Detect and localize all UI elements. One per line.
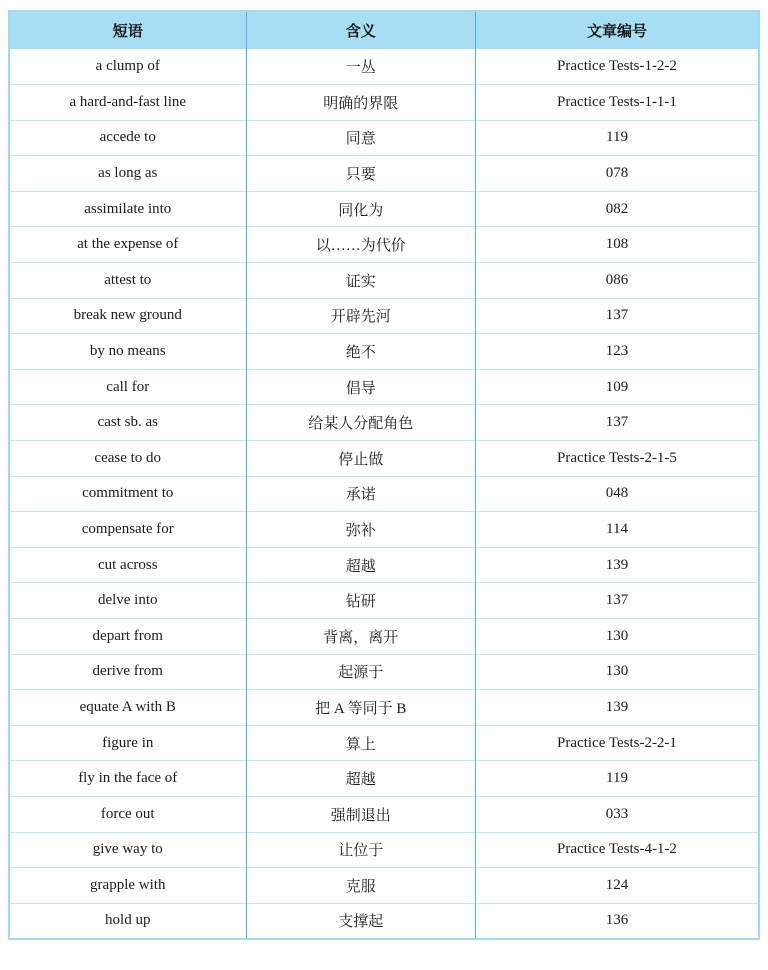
meaning-cell: 停止做	[246, 441, 476, 477]
table-row	[9, 868, 759, 904]
article-cell: Practice Tests-2-1-5	[476, 441, 760, 477]
article-cell: 139	[476, 547, 760, 583]
article-cell: 114	[476, 512, 760, 548]
meaning-cell: 超越	[246, 761, 476, 797]
article-cell: 139	[476, 690, 760, 726]
phrase-cell: call for	[9, 369, 246, 405]
meaning-cell: 绝不	[246, 334, 476, 370]
table-row	[9, 619, 759, 655]
table-row	[9, 512, 759, 548]
meaning-cell: 强制退出	[246, 796, 476, 832]
meaning-cell: 起源于	[246, 654, 476, 690]
phrase-cell: depart from	[9, 619, 246, 655]
table-row	[9, 156, 759, 192]
meaning-cell: 把 A 等同于 B	[246, 690, 476, 726]
header-row	[9, 11, 759, 49]
meaning-cell: 让位于	[246, 832, 476, 868]
meaning-cell: 同化为	[246, 191, 476, 227]
meaning-cell: 给某人分配角色	[246, 405, 476, 441]
table-row	[9, 832, 759, 868]
table-body	[9, 49, 759, 939]
phrase-cell: hold up	[9, 903, 246, 939]
phrase-cell: a hard-and-fast line	[9, 85, 246, 121]
phrase-cell: break new ground	[9, 298, 246, 334]
article-cell: 109	[476, 369, 760, 405]
article-cell: 108	[476, 227, 760, 263]
meaning-cell: 开辟先河	[246, 298, 476, 334]
table-row	[9, 85, 759, 121]
phrase-cell: compensate for	[9, 512, 246, 548]
header-article: 文章编号	[476, 11, 760, 49]
table-header	[9, 11, 759, 49]
article-cell: 130	[476, 619, 760, 655]
table-row	[9, 369, 759, 405]
article-cell: 033	[476, 796, 760, 832]
phrase-cell: commitment to	[9, 476, 246, 512]
article-cell: 123	[476, 334, 760, 370]
table-row	[9, 441, 759, 477]
table-row	[9, 547, 759, 583]
table-row	[9, 690, 759, 726]
article-cell: Practice Tests-1-1-1	[476, 85, 760, 121]
table-row	[9, 191, 759, 227]
article-cell: 086	[476, 263, 760, 299]
phrase-cell: give way to	[9, 832, 246, 868]
article-cell: Practice Tests-1-2-2	[476, 49, 760, 85]
phrase-cell: force out	[9, 796, 246, 832]
phrase-cell: derive from	[9, 654, 246, 690]
article-cell: 137	[476, 298, 760, 334]
meaning-cell: 只要	[246, 156, 476, 192]
meaning-cell: 证实	[246, 263, 476, 299]
phrase-cell: figure in	[9, 725, 246, 761]
phrase-cell: a clump of	[9, 49, 246, 85]
meaning-cell: 以……为代价	[246, 227, 476, 263]
phrase-cell: fly in the face of	[9, 761, 246, 797]
phrase-cell: cut across	[9, 547, 246, 583]
phrase-cell: attest to	[9, 263, 246, 299]
phrase-cell: as long as	[9, 156, 246, 192]
meaning-cell: 倡导	[246, 369, 476, 405]
meaning-cell: 弥补	[246, 512, 476, 548]
table-row	[9, 761, 759, 797]
table-row	[9, 654, 759, 690]
table-row	[9, 298, 759, 334]
article-cell: 119	[476, 120, 760, 156]
table-row	[9, 903, 759, 939]
article-cell: 137	[476, 583, 760, 619]
header-phrase: 短语	[9, 11, 246, 49]
phrase-cell: cast sb. as	[9, 405, 246, 441]
table-row	[9, 796, 759, 832]
table-row	[9, 263, 759, 299]
phrase-cell: grapple with	[9, 868, 246, 904]
article-cell: 119	[476, 761, 760, 797]
meaning-cell: 一丛	[246, 49, 476, 85]
phrase-cell: delve into	[9, 583, 246, 619]
meaning-cell: 背离，离开	[246, 619, 476, 655]
meaning-cell: 支撑起	[246, 903, 476, 939]
phrase-cell: at the expense of	[9, 227, 246, 263]
meaning-cell: 克服	[246, 868, 476, 904]
phrase-cell: cease to do	[9, 441, 246, 477]
phrase-cell: assimilate into	[9, 191, 246, 227]
table-row	[9, 227, 759, 263]
meaning-cell: 算上	[246, 725, 476, 761]
meaning-cell: 超越	[246, 547, 476, 583]
article-cell: 130	[476, 654, 760, 690]
article-cell: Practice Tests-2-2-1	[476, 725, 760, 761]
table-row	[9, 120, 759, 156]
article-cell: 078	[476, 156, 760, 192]
article-cell: 136	[476, 903, 760, 939]
phrase-cell: equate A with B	[9, 690, 246, 726]
meaning-cell: 同意	[246, 120, 476, 156]
header-meaning: 含义	[246, 11, 476, 49]
article-cell: 048	[476, 476, 760, 512]
meaning-cell: 承诺	[246, 476, 476, 512]
table-row	[9, 476, 759, 512]
table-row	[9, 334, 759, 370]
meaning-cell: 钻研	[246, 583, 476, 619]
phrase-cell: accede to	[9, 120, 246, 156]
meaning-cell: 明确的界限	[246, 85, 476, 121]
article-cell: 082	[476, 191, 760, 227]
table-row	[9, 583, 759, 619]
table-row	[9, 49, 759, 85]
table-row	[9, 405, 759, 441]
article-cell: 124	[476, 868, 760, 904]
phrase-table	[8, 10, 760, 940]
table-row	[9, 725, 759, 761]
phrase-cell: by no means	[9, 334, 246, 370]
article-cell: 137	[476, 405, 760, 441]
article-cell: Practice Tests-4-1-2	[476, 832, 760, 868]
